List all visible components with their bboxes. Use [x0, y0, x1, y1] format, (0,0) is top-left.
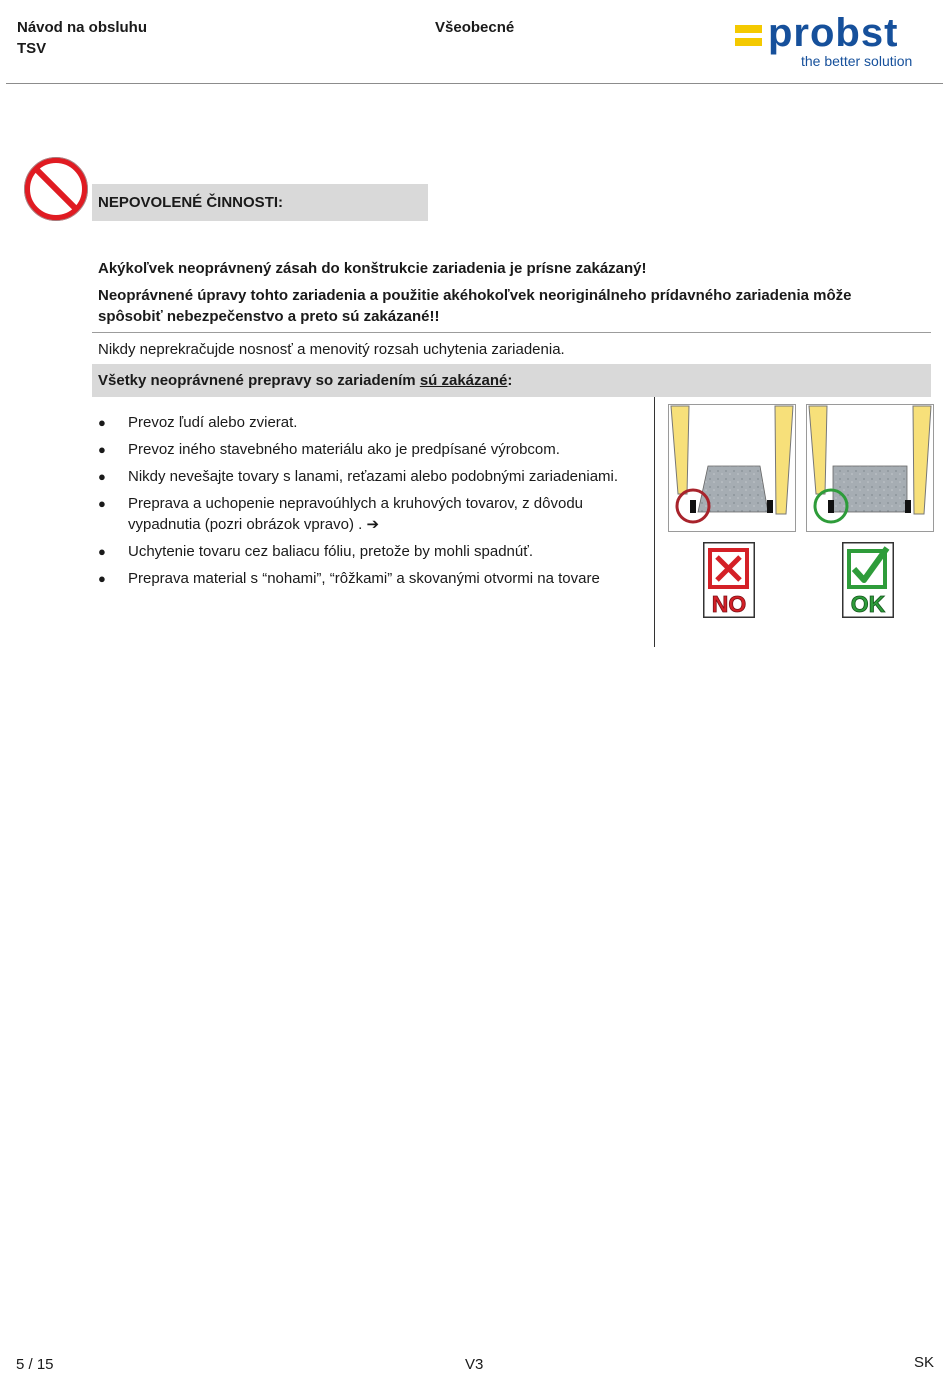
prohibition-sign-icon — [24, 157, 88, 221]
transport-heading-underlined: sú zakázané — [419, 372, 508, 389]
ok-badge-label: OK — [850, 591, 886, 617]
correct-grip-illustration — [806, 404, 934, 532]
list-item — [98, 568, 643, 589]
list-item-text: Nikdy nevešajte tovary s lanami, reťazami alebo podobnými zariadeniami. — [128, 468, 619, 485]
no-badge-label: NO — [711, 591, 747, 617]
doc-title-line2: TSV — [17, 40, 47, 57]
list-item-text: Prevoz ľudí alebo zvierat. — [128, 414, 298, 431]
logo-word: probst — [768, 11, 899, 55]
transport-heading — [92, 364, 931, 397]
transport-heading-prefix: Všetky neoprávnené prepravy so zariadením — [98, 372, 420, 389]
list-item-text: Preprava a uchopenie nepravoúhlych a kruhových tovarov, z dôvodu vypadnutia (pozri obrázok vpravo) . — [128, 495, 584, 533]
list-item-text: Prevoz iného stavebného materiálu ako je predpísané výrobcom. — [128, 441, 560, 458]
ok-badge — [842, 542, 894, 618]
logo-yellow-bar-bottom — [735, 38, 762, 46]
header-rule — [6, 83, 943, 84]
logo-tagline: the better solution — [801, 53, 913, 69]
doc-title — [17, 17, 147, 59]
separator-line — [92, 332, 931, 333]
list-item — [98, 493, 643, 535]
list-item-text: Preprava material s “nohami”, “rôžkami” a skovanými otvormi na tovare — [128, 570, 600, 587]
capacity-note: Nikdy neprekračujde nosnosť a menovitý rozsah uchytenia zariadenia. — [98, 341, 565, 358]
warning-modifications-line1: Neoprávnené úpravy tohto zariadenia a použitie akéhokoľvek neoriginálneho prídavného zariadenia môže — [98, 287, 852, 304]
transport-heading-suffix: : — [507, 372, 513, 389]
wrong-grip-illustration — [668, 404, 796, 532]
section-title: NEPOVOLENÉ ČINNOSTI: — [92, 184, 428, 221]
warning-construction: Akýkoľvek neoprávnený zásah do konštrukcie zariadenia je prísne zakázaný! — [98, 260, 647, 277]
list-item-text: Uchytenie tovaru cez baliacu fóliu, pretože by mohli spadnúť. — [128, 543, 534, 560]
chapter-title: Všeobecné — [435, 19, 515, 36]
logo-yellow-bar-top — [735, 25, 762, 33]
page-number: 5 / 15 — [16, 1356, 54, 1373]
list-item — [98, 412, 643, 433]
prohibited-transport-list — [98, 412, 643, 595]
bullet-dot-icon: ● — [98, 571, 106, 586]
list-item — [98, 439, 643, 460]
bullet-dot-icon: ● — [98, 415, 106, 430]
version-label: V3 — [465, 1356, 484, 1373]
doc-title-line1: Návod na obsluhu — [17, 19, 148, 36]
language-code: SK — [914, 1354, 935, 1371]
warning-modifications — [98, 285, 928, 327]
bullet-dot-icon: ● — [98, 496, 106, 511]
bullet-dot-icon: ● — [98, 469, 106, 484]
arrow-right-icon: ➔ — [366, 516, 380, 533]
list-item — [98, 466, 643, 487]
probst-logo — [735, 11, 935, 69]
bullet-dot-icon: ● — [98, 442, 106, 457]
no-badge — [703, 542, 755, 618]
list-item — [98, 541, 643, 562]
warning-modifications-line2: spôsobiť nebezpečenstvo a preto sú zakázané!! — [98, 308, 440, 325]
bullet-dot-icon: ● — [98, 544, 106, 559]
column-divider — [654, 397, 655, 647]
